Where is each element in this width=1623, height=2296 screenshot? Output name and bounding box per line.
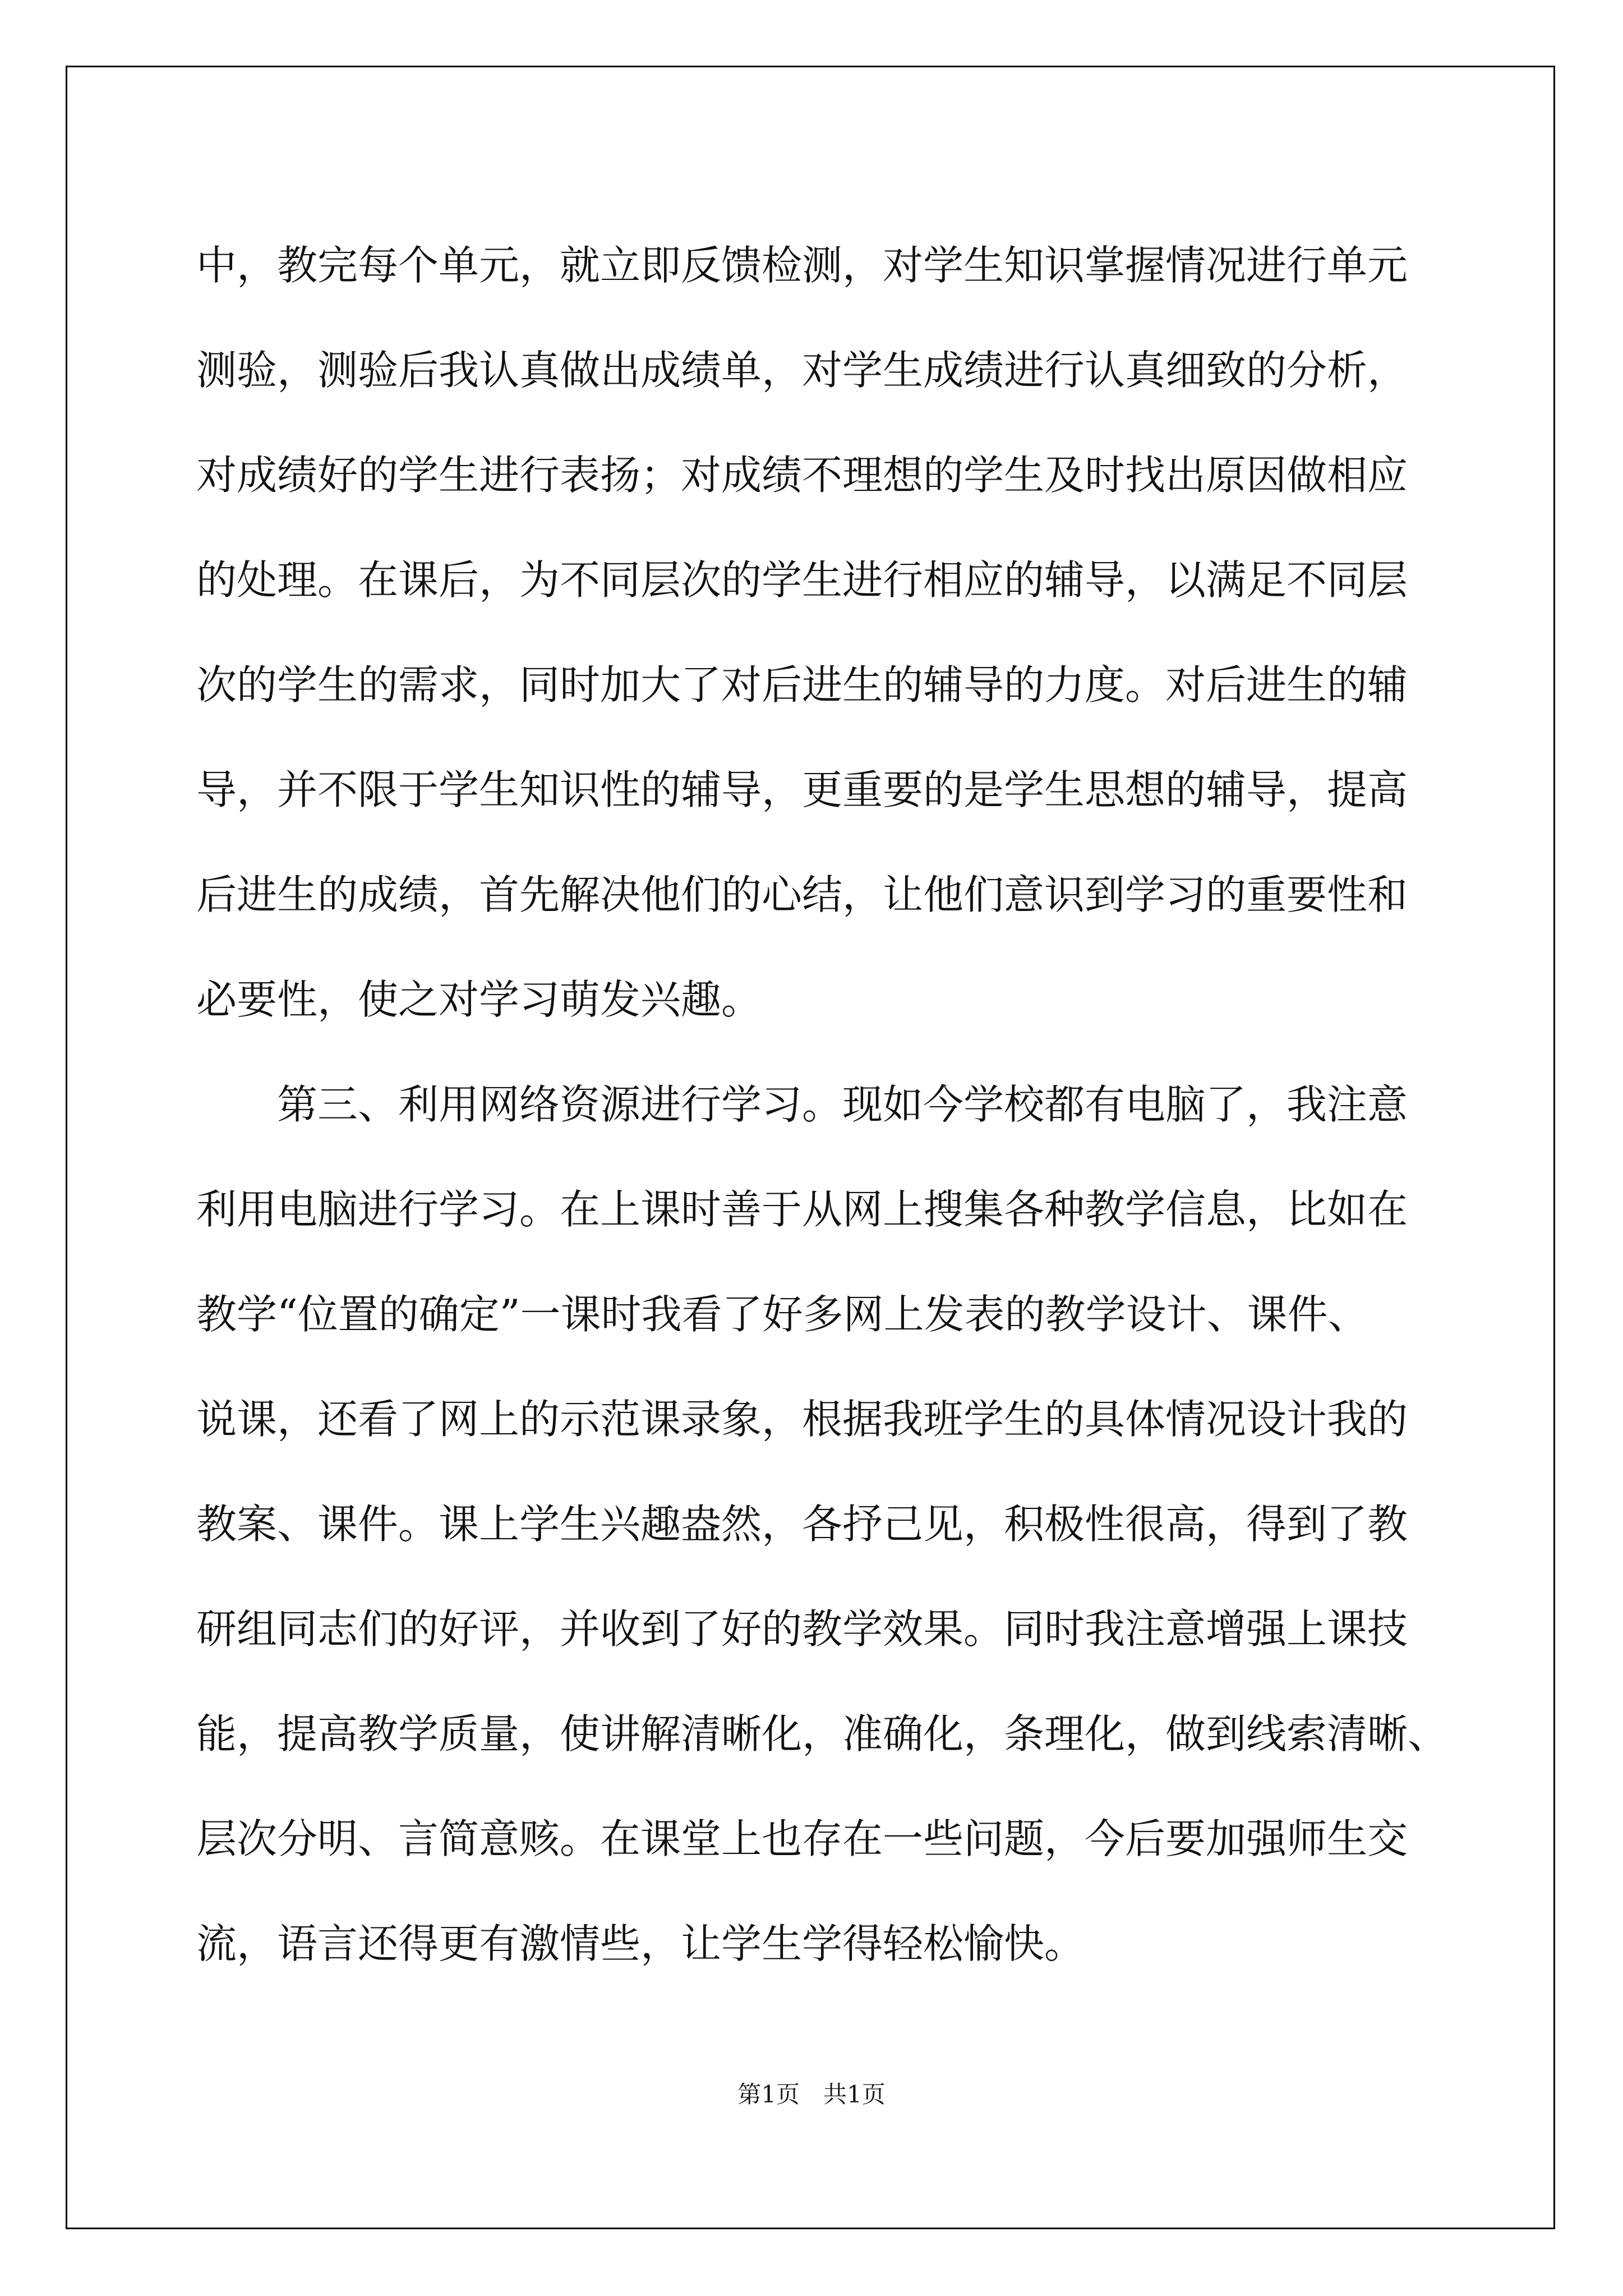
text-line: 说课，还看了网上的示范课录象，根据我班学生的具体情况设计我的 xyxy=(196,1396,1408,1443)
text-line: 研组同志们的好评，并收到了好的教学效果。同时我注意增强上课技 xyxy=(196,1605,1408,1653)
text-line: 层次分明、言简意赅。在课堂上也存在一些问题，今后要加强师生交 xyxy=(196,1815,1408,1862)
text-line: 教学“位置的确定”一课时我看了好多网上发表的教学设计、课件、 xyxy=(196,1291,1368,1338)
text-line: 流，语言还得更有激情些，让学生学得轻松愉快。 xyxy=(196,1920,1085,1967)
text-line: 对成绩好的学生进行表扬；对成绩不理想的学生及时找出原因做相应 xyxy=(196,452,1408,499)
text-line: 次的学生的需求，同时加大了对后进生的辅导的力度。对后进生的辅 xyxy=(196,661,1408,708)
text-line: 第三、利用网络资源进行学习。现如今学校都有电脑了，我注意 xyxy=(196,1081,1408,1128)
document-body xyxy=(196,213,1503,1996)
text-line: 中，教完每个单元，就立即反馈检测，对学生知识掌握情况进行单元 xyxy=(196,242,1408,289)
page-footer: 第1页 共1页 xyxy=(737,2081,886,2108)
text-line: 必要性，使之对学习萌发兴趣。 xyxy=(196,976,762,1023)
text-line: 后进生的成绩，首先解决他们的心结，让他们意识到学习的重要性和 xyxy=(196,871,1408,918)
text-line: 测验，测验后我认真做出成绩单，对学生成绩进行认真细致的分析， xyxy=(196,347,1408,394)
text-line: 利用电脑进行学习。在上课时善于从网上搜集各种教学信息，比如在 xyxy=(196,1186,1408,1233)
text-line: 的处理。在课后，为不同层次的学生进行相应的辅导，以满足不同层 xyxy=(196,556,1408,604)
text-line: 导，并不限于学生知识性的辅导，更重要的是学生思想的辅导，提高 xyxy=(196,766,1408,813)
text-line: 教案、课件。课上学生兴趣盎然，各抒己见，积极性很高，得到了教 xyxy=(196,1501,1408,1548)
text-line: 能，提高教学质量，使讲解清晰化，准确化，条理化，做到线索清晰、 xyxy=(196,1710,1449,1757)
